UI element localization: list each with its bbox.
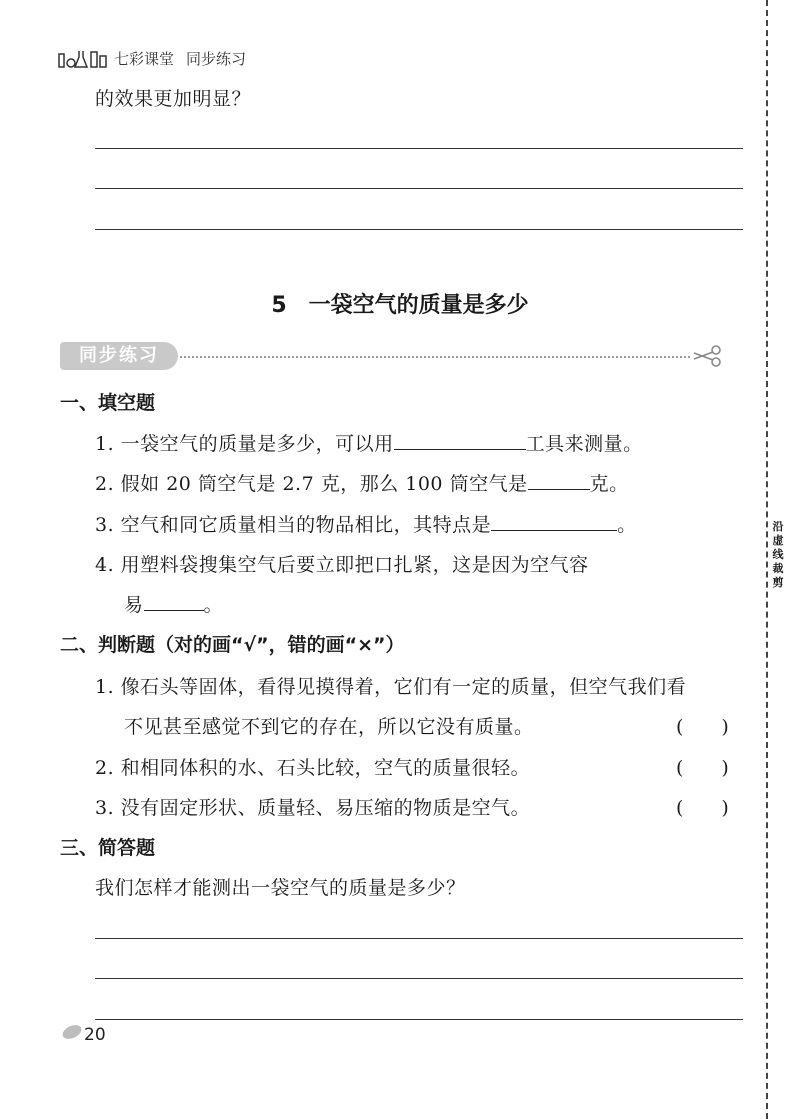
- question-1-4-line1: 4. 用塑料袋搜集空气后要立即把口扎紧，这是因为空气容: [95, 554, 589, 576]
- dotted-divider: [180, 356, 690, 358]
- answer-line[interactable]: [95, 938, 743, 939]
- answer-line[interactable]: [95, 188, 743, 189]
- answer-line[interactable]: [95, 1019, 743, 1020]
- fill-blank[interactable]: [528, 471, 590, 490]
- fill-blank[interactable]: [394, 431, 526, 450]
- section-heading-true-false: 二、判断题（对的画“√”，错的画“×”）: [60, 634, 405, 656]
- lab-flask-logo-icon: [58, 48, 108, 68]
- answer-line[interactable]: [95, 148, 743, 149]
- page-number-block: [60, 1023, 106, 1046]
- lesson-title-text: 一袋空气的质量是多少: [308, 293, 529, 318]
- brand-name: 七彩课堂: [114, 49, 175, 68]
- answer-line[interactable]: [95, 229, 743, 230]
- question-1-1: 1. 一袋空气的质量是多少，可以用 工具来测量。: [95, 433, 643, 455]
- question-2-3: 3. 没有固定形状、质量轻、易压缩的物质是空气。: [95, 797, 531, 819]
- question-3-1: 我们怎样才能测出一袋空气的质量是多少？: [95, 877, 466, 899]
- section-heading-short-answer: 三、简答题: [60, 837, 156, 859]
- answer-parentheses[interactable]: ( ): [676, 757, 729, 779]
- answer-parentheses[interactable]: ( ): [676, 716, 729, 738]
- answer-parentheses[interactable]: ( ): [676, 797, 729, 819]
- leaf-decoration-icon: [60, 1023, 84, 1046]
- answer-line[interactable]: [95, 978, 743, 979]
- fill-blank[interactable]: [491, 512, 617, 531]
- scissors-icon: [692, 344, 722, 372]
- question-1-4-line2: 易 。: [124, 594, 224, 616]
- question-2-1-line2: 不见甚至感觉不到它的存在，所以它没有质量。: [124, 716, 534, 738]
- question-1-3: 3. 空气和同它质量相当的物品相比，其特点是 。: [95, 514, 637, 536]
- cut-label: 沿虚线裁剪: [768, 520, 788, 590]
- section-heading-fill-in: 一、填空题: [60, 392, 156, 414]
- fill-blank[interactable]: [144, 592, 204, 611]
- continuation-text: 的效果更加明显？: [95, 88, 252, 110]
- page-number: 20: [84, 1024, 106, 1045]
- question-2-2: 2. 和相同体积的水、石头比较，空气的质量很轻。: [95, 757, 531, 779]
- question-1-2: 2. 假如 20 筒空气是 2.7 克，那么 100 筒空气是 克。: [95, 473, 629, 495]
- question-2-1-line1: 1. 像石头等固体，看得见摸得着，它们有一定的质量，但空气我们看: [95, 676, 687, 698]
- page-header: [58, 46, 246, 70]
- lesson-number: 5: [271, 293, 287, 318]
- lesson-title: [0, 288, 800, 319]
- practice-badge: 同步练习: [60, 342, 178, 370]
- header-subtitle: 同步练习: [186, 49, 247, 68]
